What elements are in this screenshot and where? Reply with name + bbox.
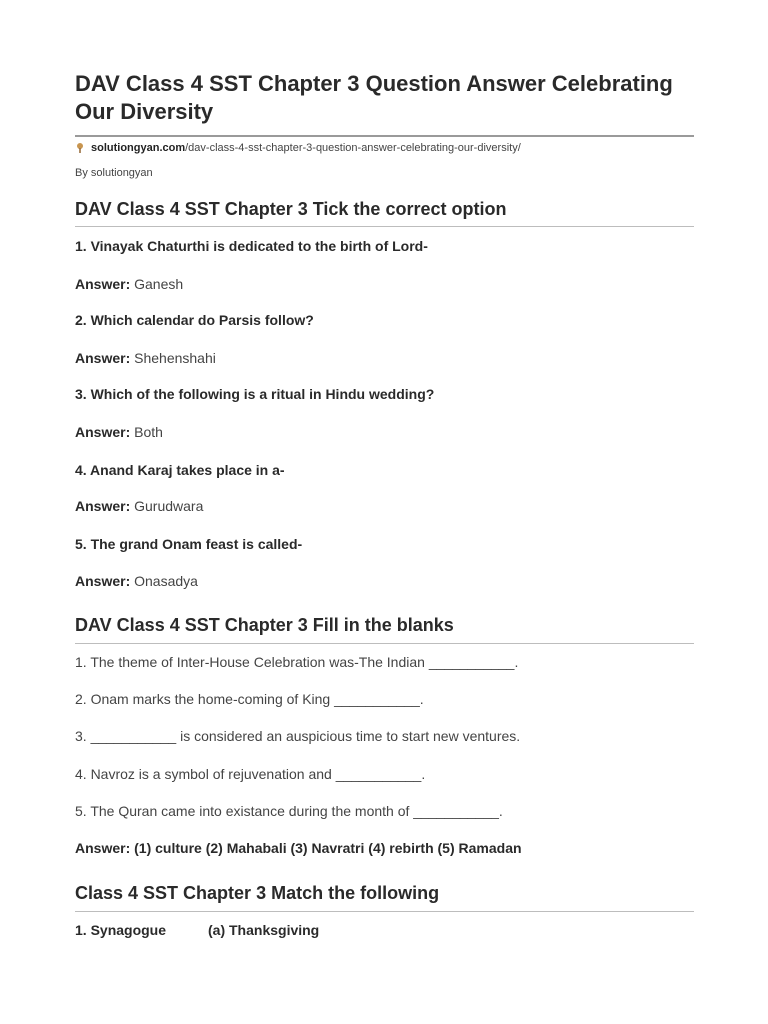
match-row xyxy=(75,921,320,939)
byline: By solutiongyan xyxy=(75,167,153,179)
answer-value: Gurudwara xyxy=(134,498,204,514)
answer-label: Answer: xyxy=(75,276,131,292)
tick-section-heading: DAV Class 4 SST Chapter 3 Tick the correct option xyxy=(75,199,507,219)
title-divider xyxy=(75,135,694,137)
fill-item: 5. The Quran came into existance during the month of ___________. xyxy=(75,803,503,819)
fill-section-divider xyxy=(75,643,694,644)
question: 2. Which calendar do Parsis follow? xyxy=(75,312,314,328)
match-left: 1. Synagogue xyxy=(75,922,167,938)
answer-label: Answer: xyxy=(75,498,131,514)
answer-label: Answer: xyxy=(75,573,131,589)
answer-value: Shehenshahi xyxy=(134,350,216,366)
article-title: DAV Class 4 SST Chapter 3 Question Answer Celebrating Our Diversity xyxy=(75,71,673,124)
source-path[interactable]: /dav-class-4-sst-chapter-3-question-answer-celebrating-our-diversity/ xyxy=(185,142,521,154)
tick-section-divider xyxy=(75,226,694,227)
answer-line xyxy=(75,497,203,515)
answer-label: Answer: xyxy=(75,424,131,440)
question: 5. The grand Onam feast is called- xyxy=(75,536,303,552)
fill-answer: Answer: (1) culture (2) Mahabali (3) Navratri (4) rebirth (5) Ramadan xyxy=(75,840,522,856)
source-line[interactable] xyxy=(75,142,521,154)
match-right: (a) Thanksgiving xyxy=(208,922,320,938)
fill-item: 4. Navroz is a symbol of rejuvenation and ___________. xyxy=(75,766,426,782)
fill-item: 1. The theme of Inter-House Celebration was-The Indian ___________. xyxy=(75,654,519,670)
question: 4. Anand Karaj takes place in a- xyxy=(75,462,285,478)
source-domain[interactable]: solutiongyan.com xyxy=(91,142,186,154)
answer-value: Both xyxy=(134,424,163,440)
answer-value: Ganesh xyxy=(134,276,184,292)
fill-item: 3. ___________ is considered an auspicious time to start new ventures. xyxy=(75,728,521,744)
location-pin-icon xyxy=(75,142,85,154)
answer-label: Answer: xyxy=(75,350,131,366)
question: 1. Vinayak Chaturthi is dedicated to the birth of Lord- xyxy=(75,238,428,254)
question: 3. Which of the following is a ritual in Hindu wedding? xyxy=(75,386,435,402)
match-section-divider xyxy=(75,911,694,912)
answer-line xyxy=(75,349,216,367)
answer-line xyxy=(75,275,183,293)
answer-line xyxy=(75,423,163,441)
answer-value: Onasadya xyxy=(134,573,198,589)
answer-line xyxy=(75,572,198,590)
fill-section-heading: DAV Class 4 SST Chapter 3 Fill in the blanks xyxy=(75,615,454,635)
match-section-heading: Class 4 SST Chapter 3 Match the following xyxy=(75,883,440,903)
fill-item: 2. Onam marks the home-coming of King ___________. xyxy=(75,691,424,707)
